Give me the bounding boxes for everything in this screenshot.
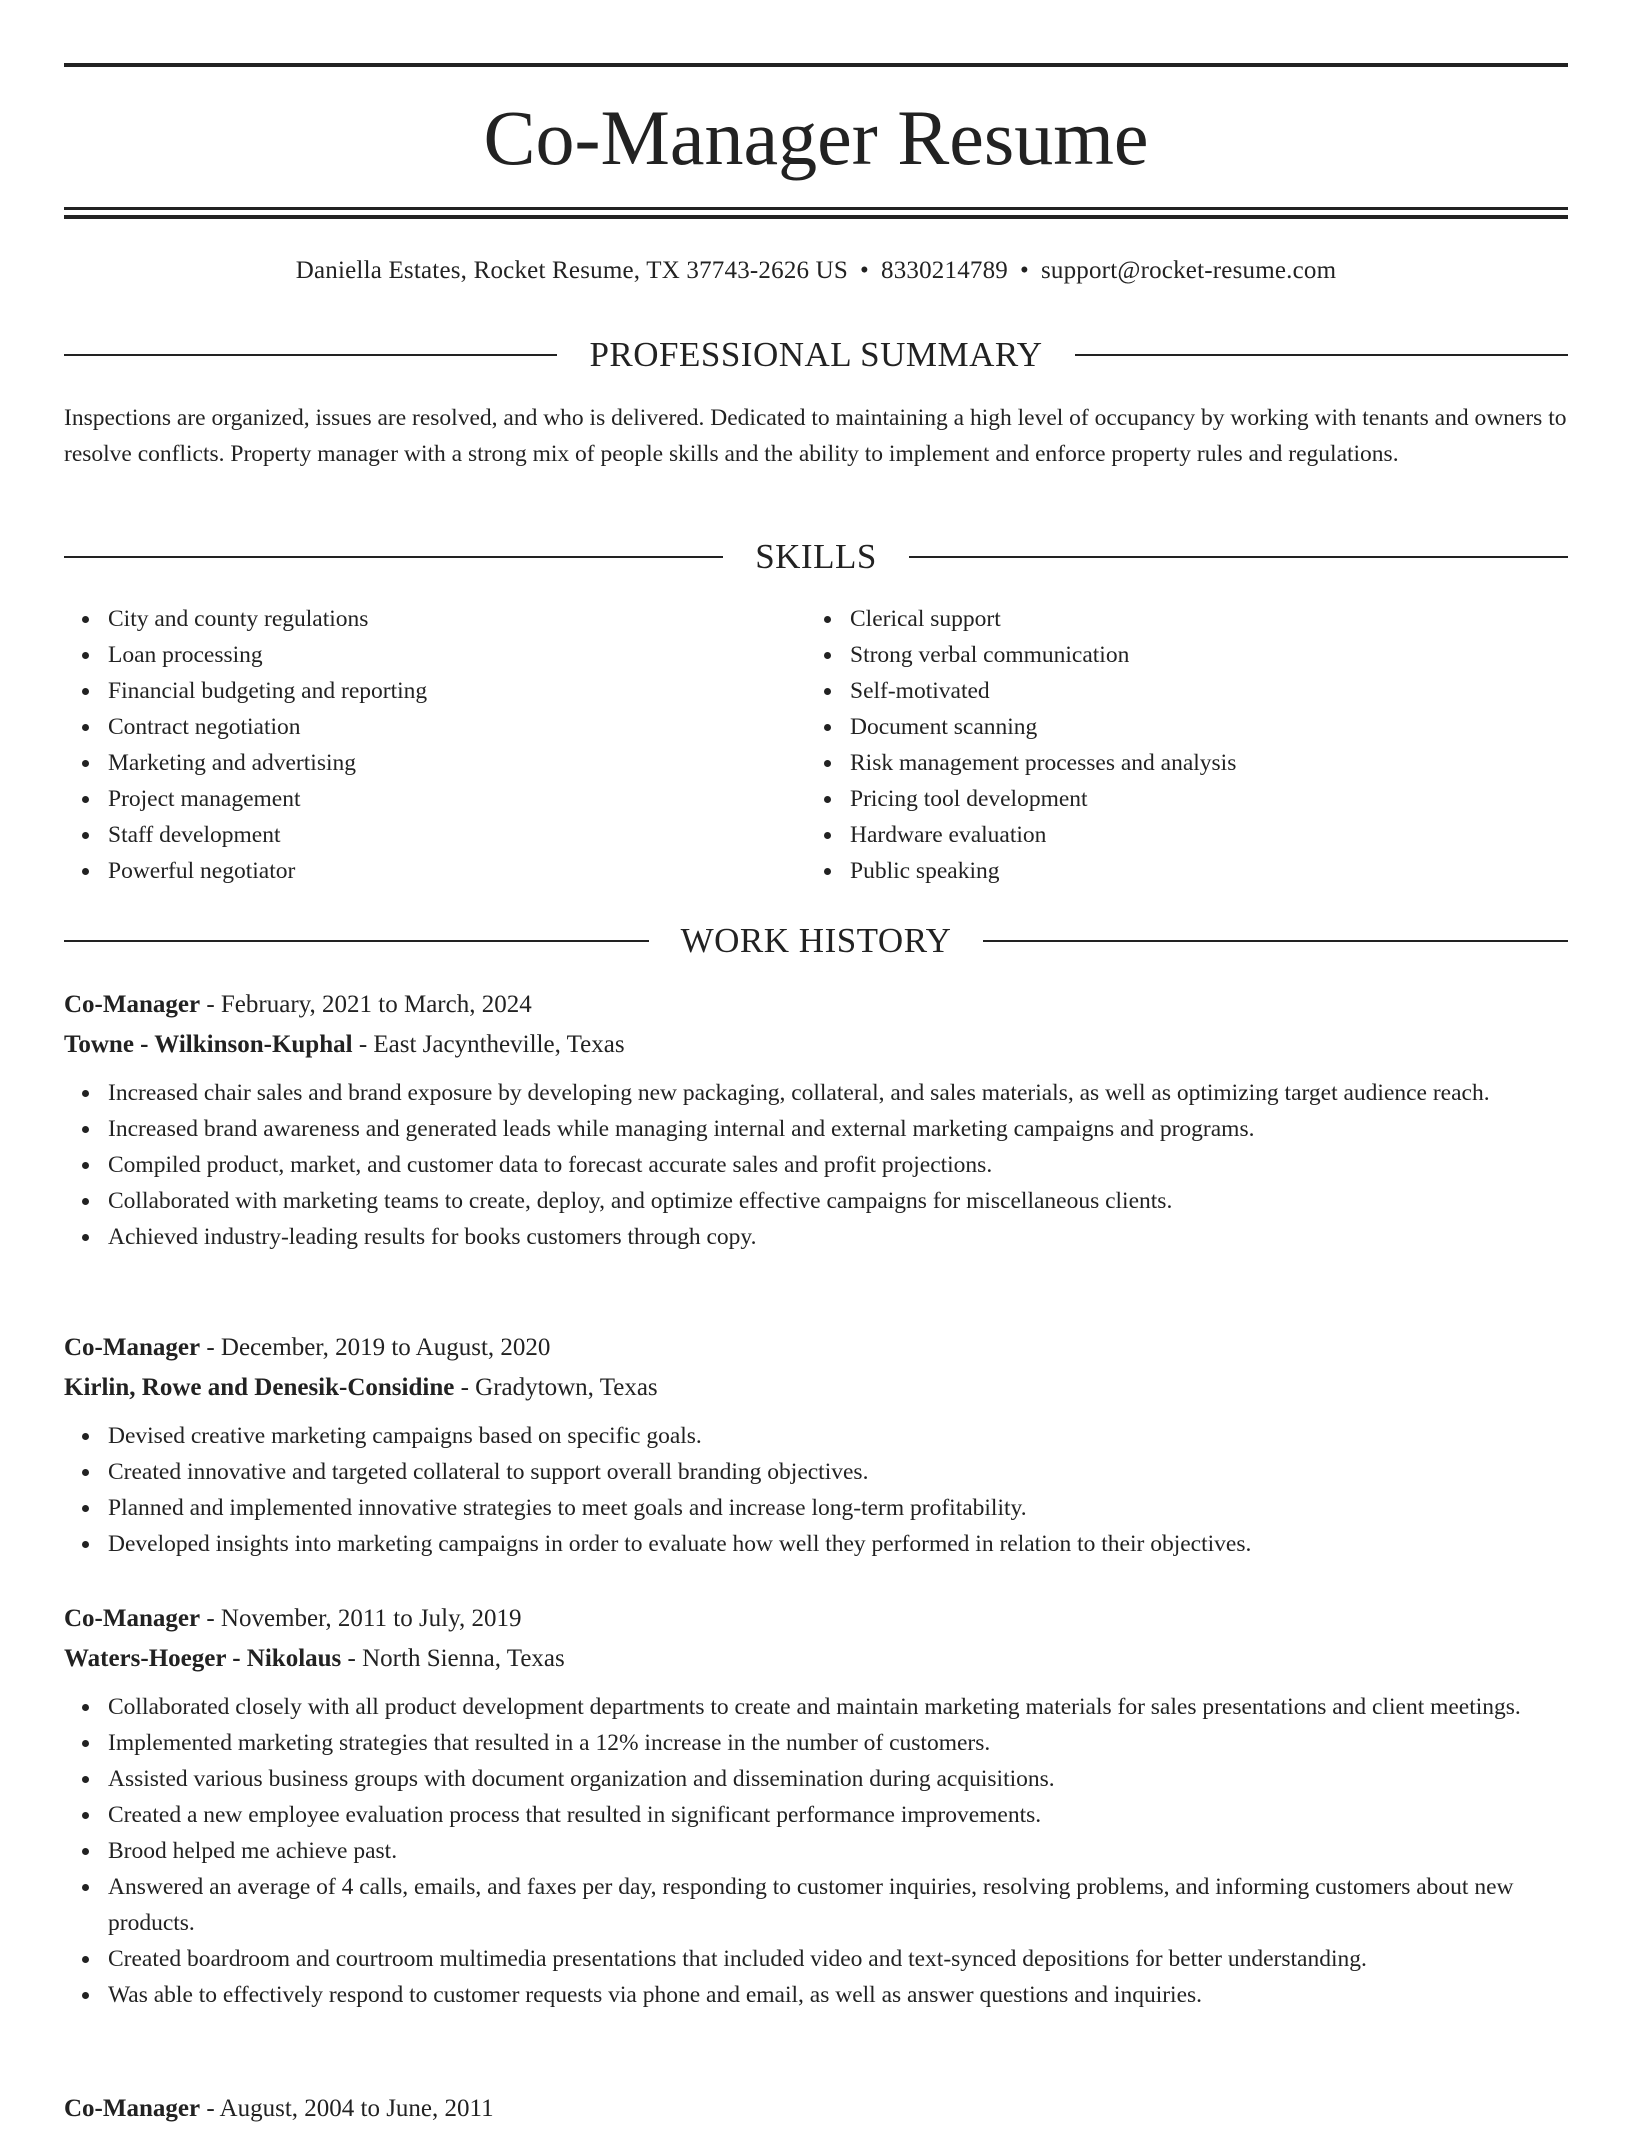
job-location: North Sienna, Texas — [362, 1645, 565, 1672]
skill-item: Financial budgeting and reporting — [108, 673, 427, 709]
section-title-work: WORK HISTORY — [680, 921, 952, 960]
job-bullet: Answered an average of 4 calls, emails, and faxes per day, responding to customer inquiries, resolving problems, and informing customers about new products. — [108, 1869, 1568, 1941]
job-bullets — [64, 1075, 1568, 1255]
resume-title: Co-Manager Resume — [483, 94, 1149, 181]
summary-text: Inspections are organized, issues are resolved, and who is delivered. Dedicated to maintaining a high level of occupancy by working with tenants and owners to resolve conflicts. Property manager with a strong mix of people skills and the ability to implement and enforce property rules and regulations. — [64, 405, 1567, 467]
job-entry — [64, 1328, 1568, 1562]
job-bullet: Developed insights into marketing campaigns in order to evaluate how well they performed in relation to their objectives. — [108, 1526, 1568, 1562]
skill-item: City and county regulations — [108, 601, 427, 637]
skill-item: Clerical support — [850, 601, 1236, 637]
skill-item: Staff development — [108, 817, 427, 853]
job-company: Kirlin, Rowe and Denesik-Considine — [64, 1374, 455, 1401]
contact-address: Daniella Estates, Rocket Resume, TX 37743-2626 US — [295, 257, 849, 284]
job-title: Co-Manager — [64, 1334, 201, 1361]
job-title: Co-Manager — [64, 2095, 201, 2122]
skills-list-right — [806, 601, 1236, 889]
section-rule-left — [64, 354, 557, 356]
job-company: Waters-Hoeger - Nikolaus — [64, 1645, 342, 1672]
header-double-rule — [64, 207, 1568, 219]
skill-item: Self-motivated — [850, 673, 1236, 709]
contact-phone: 8330214789 — [881, 257, 1008, 284]
job-bullet: Planned and implemented innovative strategies to meet goals and increase long-term profitability. — [108, 1490, 1568, 1526]
job-bullet: Devised creative marketing campaigns based on specific goals. — [108, 1418, 1568, 1454]
job-entry — [64, 1599, 1568, 2013]
section-rule-right — [909, 556, 1568, 558]
skill-item: Pricing tool development — [850, 781, 1236, 817]
contact-line — [64, 253, 1568, 289]
job-bullet: Achieved industry-leading results for books customers through copy. — [108, 1219, 1568, 1255]
job-title-line: Co-Manager - November, 2011 to July, 2019 — [64, 1605, 522, 1632]
job-bullets — [64, 1689, 1568, 2013]
job-bullet: Compiled product, market, and customer data to forecast accurate sales and profit projections. — [108, 1147, 1568, 1183]
job-entry — [64, 985, 1568, 1255]
skill-item: Risk management processes and analysis — [850, 745, 1236, 781]
job-dates: December, 2019 to August, 2020 — [220, 1334, 551, 1361]
job-dates: August, 2004 to June, 2011 — [219, 2095, 494, 2122]
job-company-line: Towne - Wilkinson-Kuphal - East Jacyntheville, Texas — [64, 1031, 625, 1058]
job-bullet: Assisted various business groups with document organization and dissemination during acquisitions. — [108, 1761, 1568, 1797]
job-title: Co-Manager — [64, 1605, 201, 1632]
job-title-line: Co-Manager - February, 2021 to March, 2024 — [64, 991, 532, 1018]
job-title-line: Co-Manager - December, 2019 to August, 2020 — [64, 1334, 551, 1361]
job-bullet: Increased chair sales and brand exposure by developing new packaging, collateral, and sales materials, as well as optimizing target audience reach. — [108, 1075, 1568, 1111]
skill-item: Contract negotiation — [108, 709, 427, 745]
job-bullet: Increased brand awareness and generated leads while managing internal and external marketing campaigns and programs. — [108, 1111, 1568, 1147]
job-title-line: Co-Manager - August, 2004 to June, 2011 — [64, 2095, 494, 2122]
contact-email: support@rocket-resume.com — [1040, 257, 1337, 284]
job-location: East Jacyntheville, Texas — [373, 1031, 625, 1058]
job-bullet: Implemented marketing strategies that resulted in a 12% increase in the number of customers. — [108, 1725, 1568, 1761]
section-rule-left — [64, 556, 723, 558]
job-bullet: Created boardroom and courtroom multimedia presentations that included video and text-synced depositions for better understanding. — [108, 1941, 1568, 1977]
job-bullets — [64, 1418, 1568, 1562]
section-rule-right — [983, 940, 1568, 942]
skill-item: Public speaking — [850, 853, 1236, 889]
job-bullet: Collaborated with marketing teams to create, deploy, and optimize effective campaigns for miscellaneous clients. — [108, 1183, 1568, 1219]
job-company: Towne - Wilkinson-Kuphal — [64, 1031, 353, 1058]
job-bullet: Collaborated closely with all product development departments to create and maintain marketing materials for sales presentations and client meetings. — [108, 1689, 1568, 1725]
skill-item: Loan processing — [108, 637, 427, 673]
job-bullet: Was able to effectively respond to customer requests via phone and email, as well as answer questions and inquiries. — [108, 1977, 1568, 2013]
section-header-summary — [64, 335, 1568, 375]
job-entry — [64, 2089, 1568, 2129]
job-bullet: Created innovative and targeted collateral to support overall branding objectives. — [108, 1454, 1568, 1490]
section-title-summary: PROFESSIONAL SUMMARY — [589, 335, 1043, 374]
job-location: Gradytown, Texas — [475, 1374, 658, 1401]
job-bullet: Brood helped me achieve past. — [108, 1833, 1568, 1869]
skill-item: Project management — [108, 781, 427, 817]
skill-item: Powerful negotiator — [108, 853, 427, 889]
section-title-skills: SKILLS — [755, 537, 877, 576]
job-company-line: Kirlin, Rowe and Denesik-Considine - Gradytown, Texas — [64, 1374, 658, 1401]
section-rule-left — [64, 940, 649, 942]
job-company-line: Waters-Hoeger - Nikolaus - North Sienna, Texas — [64, 1645, 565, 1672]
section-header-work — [64, 921, 1568, 961]
header-top-rule — [64, 63, 1568, 67]
contact-separator: • — [1020, 257, 1029, 284]
job-bullet: Created a new employee evaluation process that resulted in significant performance improvements. — [108, 1797, 1568, 1833]
skill-item: Document scanning — [850, 709, 1236, 745]
skill-item: Hardware evaluation — [850, 817, 1236, 853]
job-dates: November, 2011 to July, 2019 — [220, 1605, 522, 1632]
job-dates: February, 2021 to March, 2024 — [220, 991, 532, 1018]
job-title: Co-Manager — [64, 991, 201, 1018]
section-rule-right — [1075, 354, 1568, 356]
section-header-skills — [64, 537, 1568, 577]
contact-separator: • — [860, 257, 869, 284]
skill-item: Marketing and advertising — [108, 745, 427, 781]
skills-list-left — [64, 601, 427, 889]
skill-item: Strong verbal communication — [850, 637, 1236, 673]
